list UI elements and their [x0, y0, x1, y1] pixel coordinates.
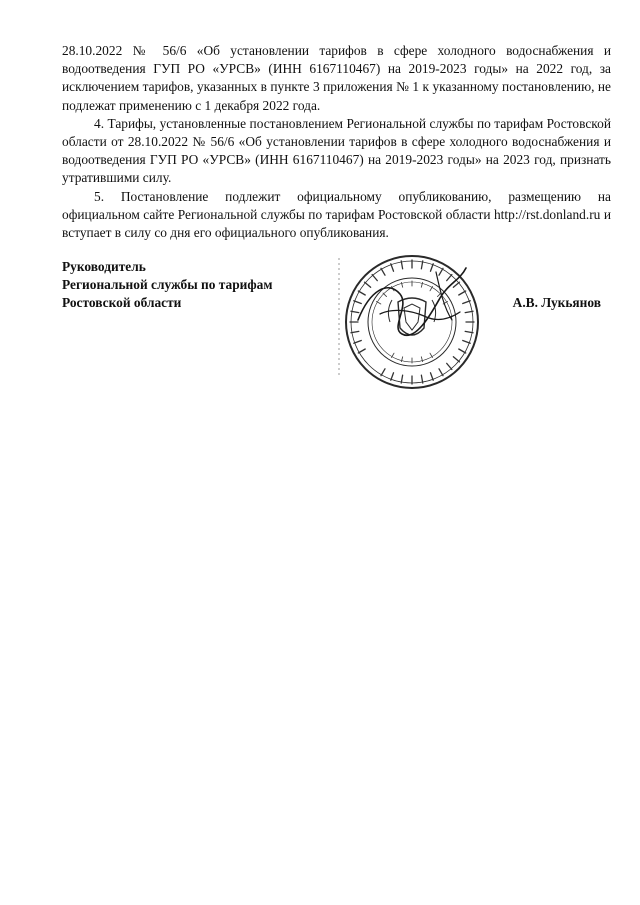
signer-position-line-1: Руководитель: [62, 259, 146, 274]
paragraph-item-4: 4. Тарифы, установленные постановлением Региональной службы по тарифам Ростовской области от 28.10.2022 № 56/6 «Об установлении тарифов в сфере холодного водоснабжения и водоотведения ГУП РО «УРСВ» (ИНН 6167110467) на 2019-2023 годы» на 2023 год, признать утратившими силу.: [62, 115, 611, 186]
paragraph-item-5: 5. Постановление подлежит официальному опубликованию, размещению на официальном сайте Региональной службы по тарифам Ростовской области http://rst.donland.ru и вступает в силу со дня его официального опубликования.: [62, 188, 611, 241]
signer-position-line-2: Региональной службы по тарифам: [62, 277, 273, 293]
signer-name: А.В. Лукьянов: [512, 295, 601, 310]
paragraph-continuation: 28.10.2022 № 56/6 «Об установлении тарифов в сфере холодного водоснабжения и водоотведения ГУП РО «УРСВ» (ИНН 6167110467) на 2019-2023 годы» на 2022 год, за исключением тарифов, указанных в пункте 3 приложения № 1 к указанному постановлению, не подлежат применению с 1 декабря 2022 года.: [62, 43, 611, 113]
official-seal-icon: [340, 250, 484, 394]
document-body: [62, 42, 611, 242]
signer-position: [62, 258, 272, 313]
signer-position-line-3: Ростовской области: [62, 295, 182, 311]
signature-block: [62, 258, 611, 398]
